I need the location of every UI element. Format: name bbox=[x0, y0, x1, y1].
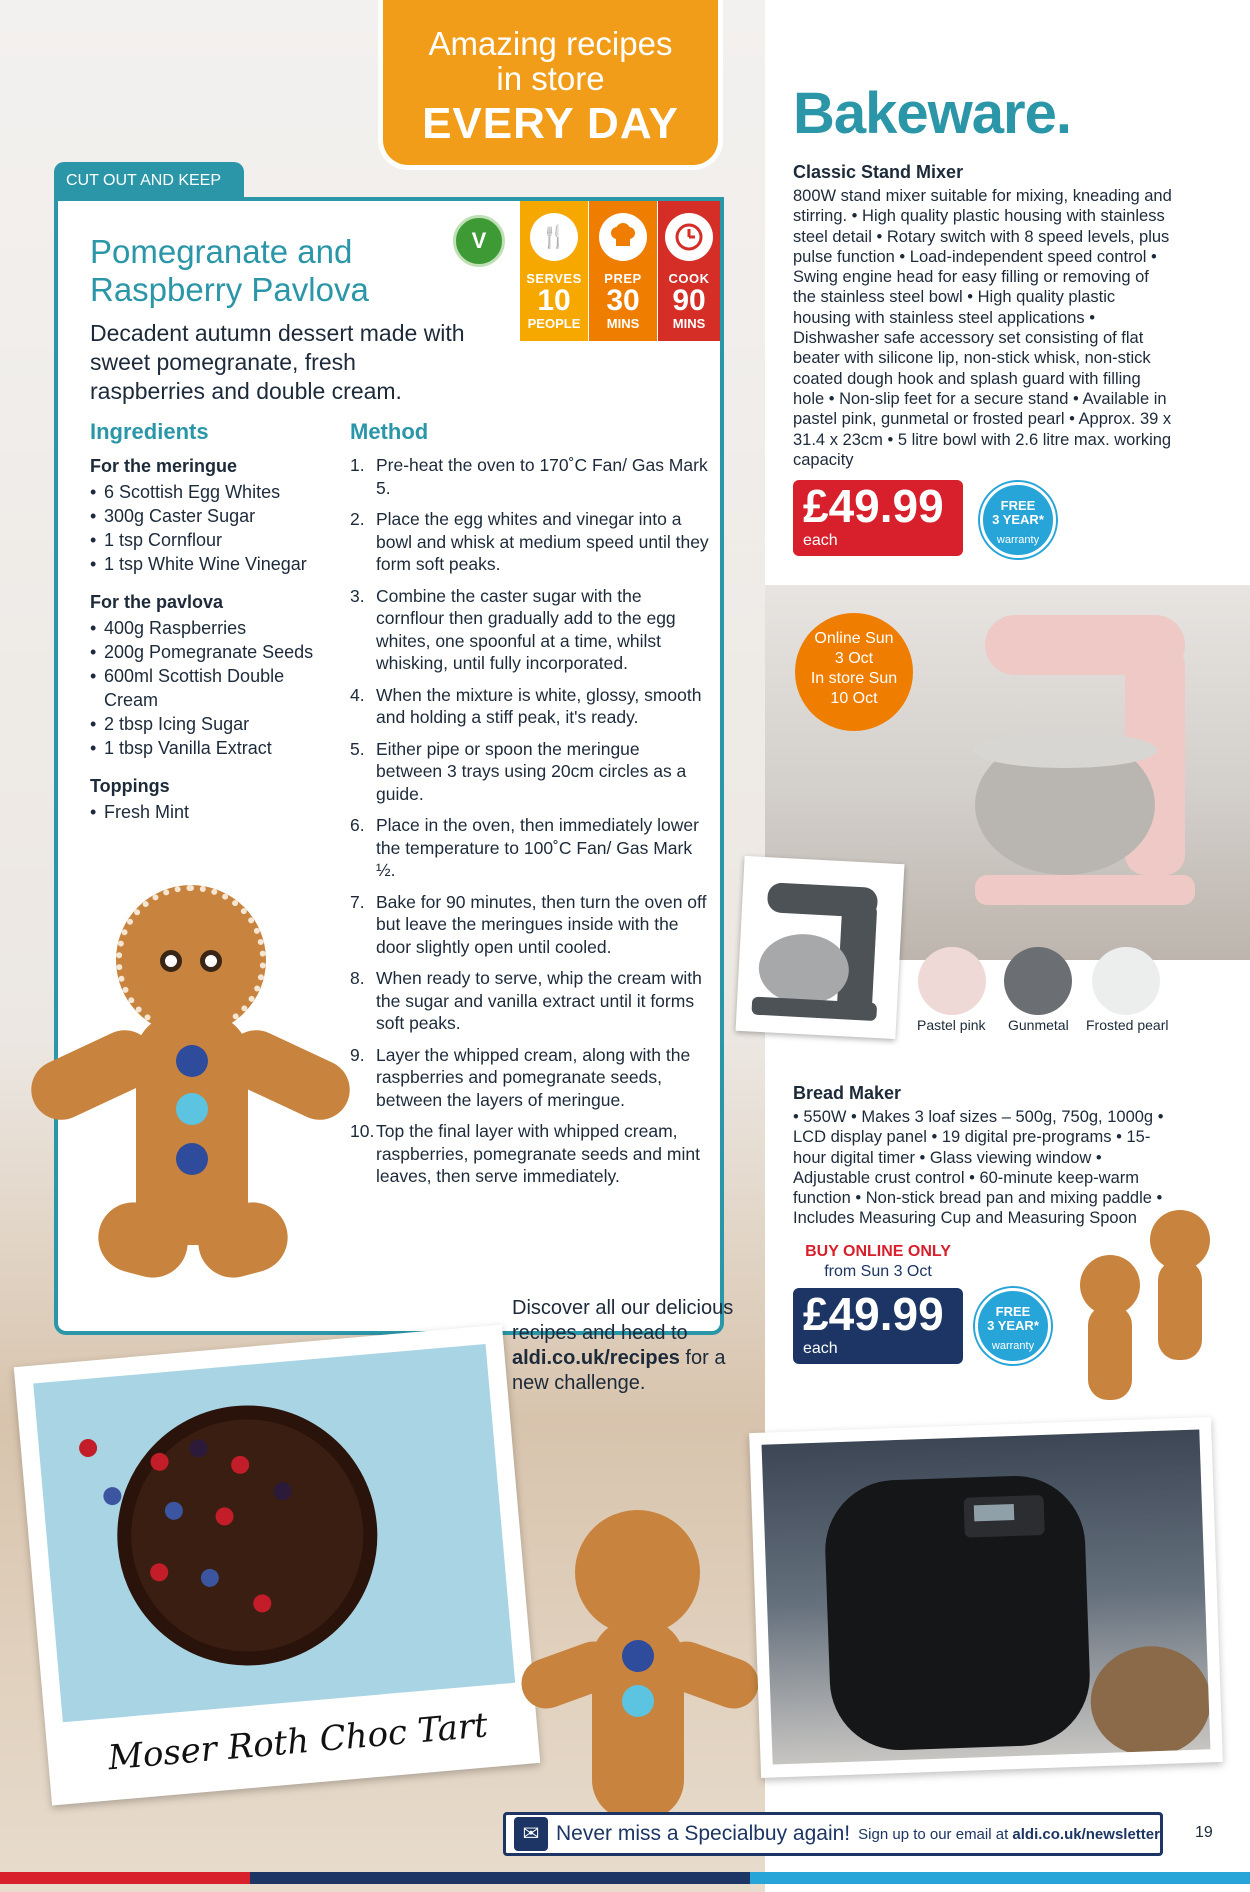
swatch-label-gunmetal: Gunmetal bbox=[1008, 1017, 1069, 1033]
cook-value: 90 bbox=[672, 284, 706, 317]
recipes-link[interactable]: aldi.co.uk/recipes bbox=[512, 1347, 680, 1369]
swatch-gunmetal[interactable] bbox=[1004, 947, 1072, 1015]
cook-stat bbox=[658, 201, 720, 341]
gingerbread-figure-image bbox=[28, 885, 348, 1285]
warranty-label: warranty bbox=[996, 534, 1040, 546]
step-text: Bake for 90 minutes, then turn the oven off but leave the meringues inside with the door slightly open until cooled. bbox=[376, 891, 707, 957]
chef-hat-icon bbox=[599, 213, 647, 261]
step-text: Either pipe or spoon the meringue between 3 trays using 20cm circles as a guide. bbox=[376, 738, 687, 804]
availability-online-date: 3 Oct bbox=[834, 650, 874, 667]
swatch-label-frosted-pearl: Frosted pearl bbox=[1086, 1017, 1169, 1033]
choc-tart-polaroid bbox=[14, 1324, 540, 1805]
ingredient-group-title: For the meringue bbox=[90, 456, 238, 476]
clock-icon bbox=[665, 213, 713, 261]
prep-unit: MINS bbox=[606, 316, 640, 331]
gingerbread-pair-image bbox=[1050, 1210, 1250, 1410]
method-step bbox=[350, 967, 710, 1035]
page-number: 19 bbox=[1195, 1824, 1213, 1841]
step-number: 7. bbox=[350, 891, 365, 912]
ingredient-group-title: For the pavlova bbox=[90, 592, 224, 612]
serves-unit: PEOPLE bbox=[527, 316, 581, 331]
buy-online-text: BUY ONLINE ONLY bbox=[805, 1243, 951, 1260]
ingredient-item: • Fresh Mint bbox=[90, 800, 340, 824]
prep-label: PREP bbox=[604, 271, 642, 286]
ingredient-item: • 2 tbsp Icing Sugar bbox=[90, 712, 340, 736]
breadmaker-description: • 550W • Makes 3 loaf sizes – 500g, 750g, 1000g • LCD display panel • 19 digital pre-programs • 15-hour digital timer • Glass viewing window • Adjustable crust control • 60-minute keep-warm function • Non-stick bread pan and mixing paddle • Includes Measuring Cup and Measuring Spoon bbox=[793, 1108, 1164, 1228]
discover-text bbox=[512, 1296, 752, 1396]
method-heading: Method bbox=[350, 419, 429, 444]
availability-online: Online Sun bbox=[814, 630, 894, 647]
banner-line2: in store bbox=[496, 60, 605, 97]
warranty-years: 3 YEAR* bbox=[987, 1318, 1039, 1333]
banner-line3: EVERY DAY bbox=[422, 99, 679, 148]
newsletter-small: Sign up to our email at bbox=[858, 1825, 1013, 1843]
breadmaker-title: Bread Maker bbox=[793, 1083, 902, 1103]
bottom-colour-bar bbox=[0, 1872, 1250, 1892]
warranty-label: warranty bbox=[991, 1340, 1035, 1352]
discover-text-1: Discover all our delicious recipes and head to bbox=[512, 1297, 734, 1344]
cook-unit: MINS bbox=[672, 316, 706, 331]
step-number: 5. bbox=[350, 738, 365, 759]
warranty-years: 3 YEAR* bbox=[992, 512, 1044, 527]
breadmaker-price-tag bbox=[793, 1288, 963, 1364]
step-text: Place the egg whites and vinegar into a bowl and whisk at medium speed until they form soft peaks. bbox=[376, 509, 709, 574]
method-list bbox=[350, 454, 710, 1197]
ingredient-item: • 300g Caster Sugar bbox=[90, 504, 340, 528]
breadmaker-price: £49.99 bbox=[803, 1288, 944, 1340]
recipe-title: Pomegranate and Raspberry Pavlova bbox=[90, 233, 369, 308]
step-text: When the mixture is white, glossy, smooth and holding a stiff peak, it's ready. bbox=[376, 684, 702, 727]
breadmaker-photo bbox=[749, 1417, 1223, 1778]
warranty-free: FREE bbox=[995, 1304, 1031, 1319]
fork-knife-icon: 🍴 bbox=[530, 213, 578, 261]
ingredient-item: • 600ml Scottish Double Cream bbox=[90, 664, 340, 712]
availability-store: In store Sun bbox=[810, 670, 898, 687]
serves-label: SERVES bbox=[526, 271, 582, 286]
tart-image bbox=[106, 1395, 388, 1677]
discover-text-2: for a new challenge. bbox=[512, 1347, 726, 1394]
availability-store-date: 10 Oct bbox=[830, 690, 878, 707]
prep-value: 30 bbox=[606, 284, 640, 317]
swatch-frosted-pearl[interactable] bbox=[1092, 947, 1160, 1015]
method-step bbox=[350, 585, 710, 675]
mixer-price-unit: each bbox=[803, 532, 838, 549]
warranty-free: FREE bbox=[1000, 498, 1036, 513]
step-number: 6. bbox=[350, 815, 365, 835]
method-step bbox=[350, 454, 710, 499]
mixer-warranty-badge bbox=[980, 482, 1056, 558]
step-number: 2. bbox=[350, 509, 365, 529]
polaroid-caption: Moser Roth Choc Tart bbox=[106, 1705, 490, 1779]
step-number: 3. bbox=[350, 585, 365, 606]
buy-online-date: from Sun 3 Oct bbox=[824, 1263, 932, 1280]
newsletter-signup-text bbox=[858, 1826, 1160, 1843]
ingredient-item: • 6 Scottish Egg Whites bbox=[90, 480, 340, 504]
gunmetal-mixer-thumbnail bbox=[736, 856, 905, 1039]
ingredient-item: • 200g Pomegranate Seeds bbox=[90, 640, 340, 664]
mixer-title: Classic Stand Mixer bbox=[793, 162, 964, 182]
cut-out-tab: CUT OUT AND KEEP bbox=[54, 162, 244, 200]
step-number: 10. bbox=[350, 1121, 375, 1141]
newsletter-link[interactable]: aldi.co.uk/newsletter bbox=[1012, 1825, 1160, 1843]
buy-online-label bbox=[793, 1242, 963, 1282]
ingredient-item: • 1 tsp Cornflour bbox=[90, 528, 340, 552]
ingredients-list bbox=[90, 454, 340, 824]
method-step bbox=[350, 738, 710, 806]
ingredient-group-title: Toppings bbox=[90, 776, 170, 796]
envelope-icon: ✉ bbox=[514, 1817, 548, 1851]
bakeware-heading: Bakeware. bbox=[793, 81, 1071, 146]
banner-line1: Amazing recipes bbox=[428, 25, 673, 62]
recipes-banner bbox=[378, 0, 723, 170]
step-number: 8. bbox=[350, 968, 365, 988]
method-step bbox=[350, 1044, 710, 1112]
prep-stat bbox=[589, 201, 657, 341]
step-text: Combine the caster sugar with the cornflour then gradually add to the egg whites, one spoonful at a time, whilst whisking, until fully incorporated. bbox=[376, 585, 676, 673]
breadmaker-image bbox=[762, 1429, 1211, 1764]
step-text: Layer the whipped cream, along with the raspberries and pomegranate seeds, between the layers of meringue. bbox=[376, 1044, 691, 1110]
step-number: 1. bbox=[350, 455, 365, 475]
mixer-price-tag bbox=[793, 480, 963, 556]
choc-tart-photo bbox=[33, 1344, 515, 1722]
recipe-description: Decadent autumn dessert made with sweet pomegranate, fresh raspberries and double cream. bbox=[90, 320, 465, 404]
method-step bbox=[350, 814, 710, 882]
swatch-pastel-pink[interactable] bbox=[918, 947, 986, 1015]
step-text: When ready to serve, whip the cream with the sugar and vanilla extract until it forms soft peaks. bbox=[376, 968, 702, 1033]
method-step bbox=[350, 1120, 710, 1188]
step-number: 4. bbox=[350, 684, 365, 705]
ingredients-heading: Ingredients bbox=[90, 419, 209, 444]
serves-value: 10 bbox=[537, 284, 571, 317]
newsletter-banner[interactable] bbox=[503, 1812, 1163, 1856]
breadmaker-price-unit: each bbox=[803, 1340, 838, 1357]
method-step bbox=[350, 684, 710, 729]
stand-mixer-image bbox=[955, 605, 1205, 925]
serves-stat bbox=[520, 201, 588, 341]
step-text: Top the final layer with whipped cream, raspberries, pomegranate seeds and mint leaves, then serve immediately. bbox=[376, 1121, 700, 1186]
ingredient-item: • 400g Raspberries bbox=[90, 616, 340, 640]
cook-label: COOK bbox=[668, 271, 710, 286]
ingredient-item: • 1 tsp White Wine Vinegar bbox=[90, 552, 340, 576]
mixer-description: 800W stand mixer suitable for mixing, kneading and stirring. • High quality plastic housing with stainless steel detail • Rotary switch with 8 speed levels, plus pulse function • Load-independent speed control • Swing engine head for easy filling or removing of the stainless steel bowl • High quality plastic housing with stainless steel applications • Dishwasher safe accessory set consisting of flat beater with silicone lip, non-stick whisk, non-stick coated dough hook and splash guard with filling hole • Non-slip feet for a secure stand • Available in pastel pink, gunmetal or frosted pearl • Approx. 39 x 31.4 x 23cm • 5 litre bowl with 2.6 litre max. working capacity bbox=[793, 187, 1172, 469]
ingredient-item: • 1 tbsp Vanilla Extract bbox=[90, 736, 340, 760]
newsletter-headline: Never miss a Specialbuy again! bbox=[556, 1822, 851, 1845]
step-text: Place in the oven, then immediately lower the temperature to 100˚C Fan/ Gas Mark ½. bbox=[376, 815, 699, 880]
method-step bbox=[350, 891, 710, 959]
vegetarian-badge: V bbox=[453, 215, 505, 267]
mixer-price: £49.99 bbox=[803, 480, 944, 532]
swatch-label-pastel-pink: Pastel pink bbox=[917, 1017, 986, 1033]
mixer-availability-badge bbox=[795, 613, 913, 731]
method-step bbox=[350, 508, 710, 576]
breadmaker-warranty-badge bbox=[975, 1288, 1051, 1364]
step-text: Pre-heat the oven to 170˚C Fan/ Gas Mark 5. bbox=[376, 455, 708, 498]
step-number: 9. bbox=[350, 1044, 365, 1065]
gingerbread-bottom-image bbox=[520, 1510, 760, 1810]
